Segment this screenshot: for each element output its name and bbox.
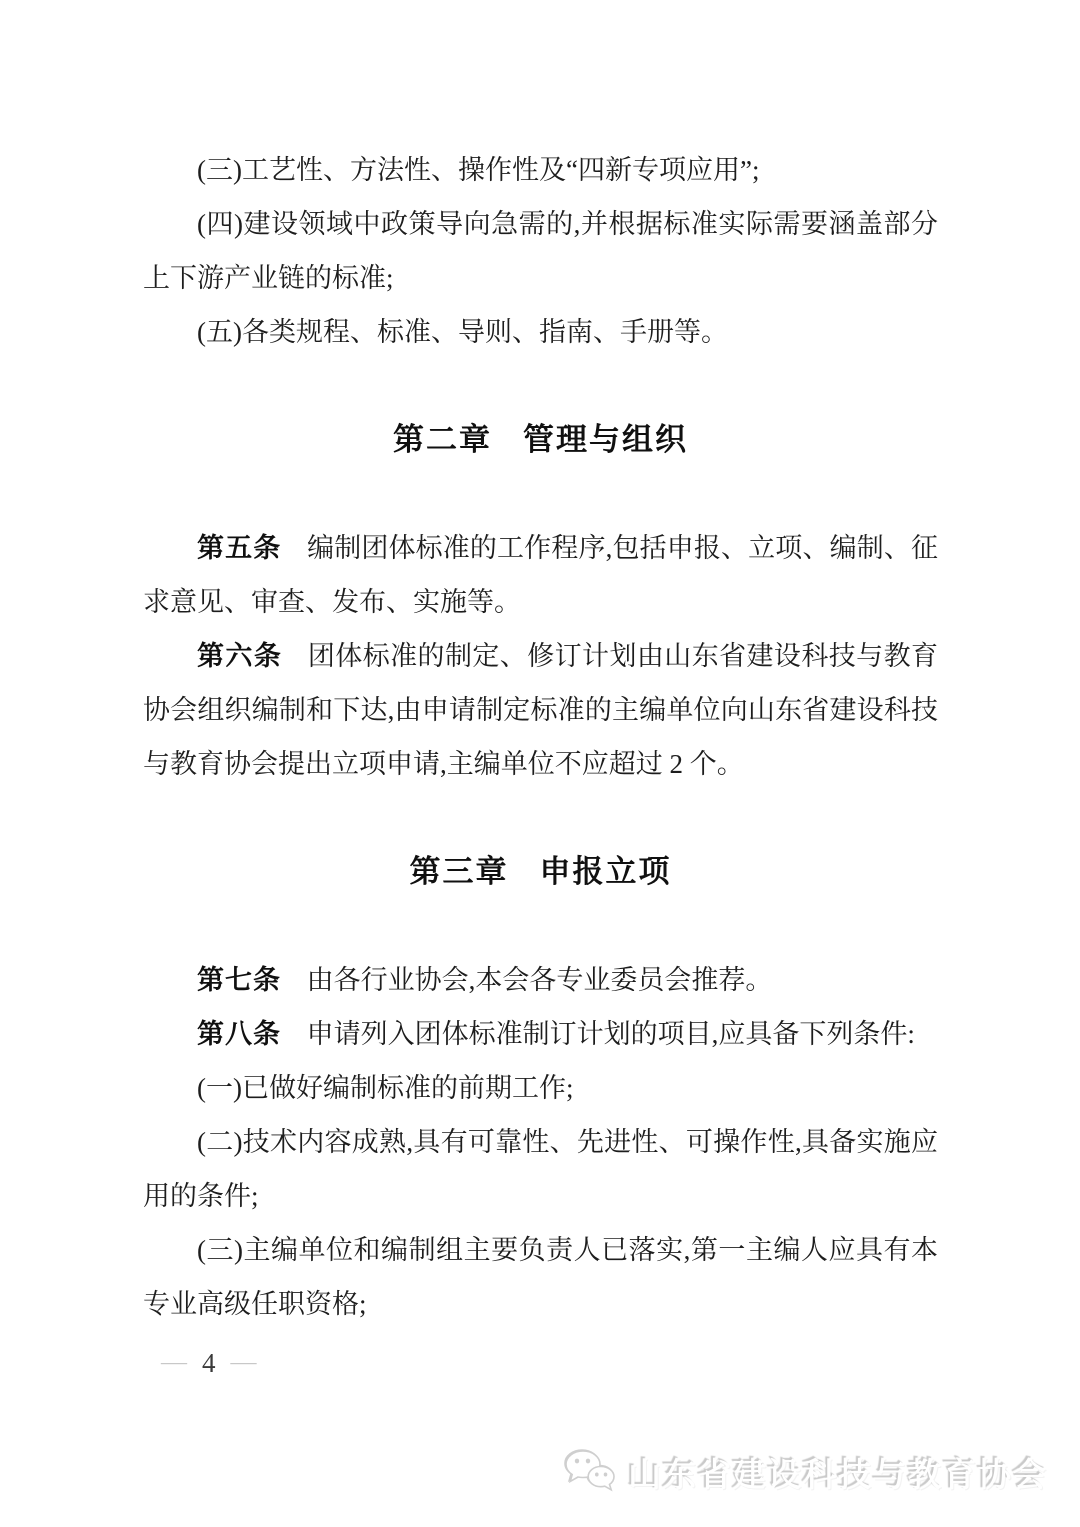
chapter-2-heading — [143, 413, 938, 467]
article-6-label: 第六条 — [197, 641, 283, 671]
chapter-2-title: 管理与组织 — [523, 422, 688, 457]
article-8-paragraph — [143, 1007, 938, 1061]
article-5-paragraph — [143, 521, 938, 629]
watermark-text: 山东省建设科技与教育协会 — [628, 1455, 1048, 1493]
article-6-paragraph — [143, 629, 938, 791]
wechat-icon — [562, 1448, 618, 1496]
article-5-label: 第五条 — [197, 533, 282, 563]
chapter-3-heading — [143, 845, 938, 899]
footer-dash-left: — — [161, 1354, 187, 1371]
chapter-2-number: 第二章 — [393, 422, 492, 457]
chapter-3-title: 申报立项 — [539, 854, 672, 889]
condition-item-3: (三)主编单位和编制组主要负责人已落实,第一主编人应具有本专业高级任职资格; — [143, 1235, 938, 1319]
article-7-text: 由各行业协会,本会各专业委员会推荐。 — [306, 965, 773, 995]
list-item-3: (三)工艺性、方法性、操作性及“四新专项应用”; — [197, 155, 760, 185]
article-8-label: 第八条 — [197, 1019, 281, 1049]
article-6-text: 团体标准的制定、修订计划由山东省建设科技与教育协会组织编制和下达,由申请制定标准的主编单位向山东省建设科技与教育协会提出立项申请,主编单位不应超过 2 个。 — [143, 641, 939, 779]
list-item-5: (五)各类规程、标准、导则、指南、手册等。 — [197, 317, 728, 347]
chapter-3-number: 第三章 — [409, 854, 509, 889]
condition-item-2: (二)技术内容成熟,具有可靠性、先进性、可操作性,具备实施应用的条件; — [143, 1127, 938, 1211]
watermark — [562, 1448, 1048, 1496]
document-content — [143, 0, 938, 1331]
article-5-text: 编制团体标准的工作程序,包括申报、立项、编制、征求意见、审查、发布、实施等。 — [143, 533, 939, 617]
page-footer — [152, 1338, 266, 1388]
list-item-4: (四)建设领域中政策导向急需的,并根据标准实际需要涵盖部分上下游产业链的标准; — [143, 209, 938, 293]
condition-item-1: (一)已做好编制标准的前期工作; — [197, 1073, 574, 1103]
footer-dash-right: — — [230, 1354, 257, 1371]
page-number: 4 — [202, 1347, 216, 1378]
article-8-text: 申请列入团体标准制订计划的项目,应具备下列条件: — [306, 1019, 915, 1049]
article-7-label: 第七条 — [197, 965, 281, 995]
article-7-paragraph — [143, 953, 938, 1007]
